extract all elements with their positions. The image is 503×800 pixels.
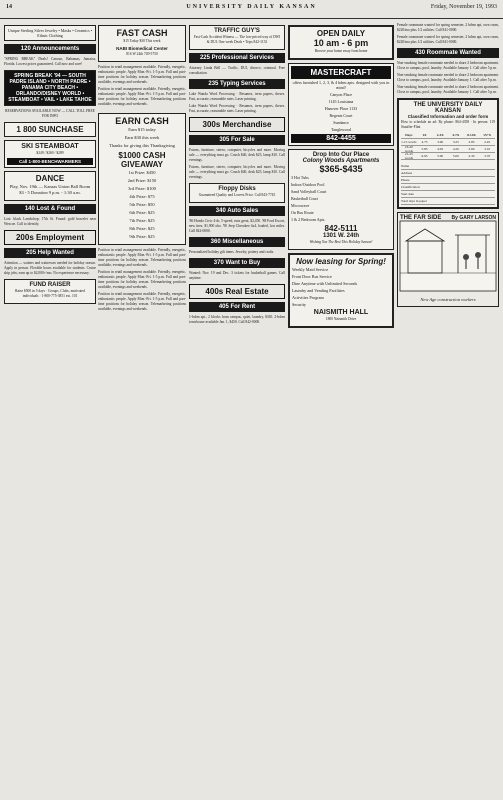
col2-body: Position in retail management available. Friendly, energetic, enthusiastic people. Apply Mon.-Fri. 1-5 p.m. Full and part-time positions for holiday season. Telemarketing positions available, evenings and weekends. [98,65,187,84]
far-side-author: By GARY LARSON [451,215,496,221]
naismith-title: NAISMITH HALL [313,309,369,316]
address-item: Hanover Place 1133 [324,106,358,111]
giveaway-title: $1000 CASH GIVEAWAY [118,151,166,169]
nabi-title: NABI Biomedical Center [116,46,168,51]
rate-col-header: 1X [422,133,427,137]
leasing-feature: Weekly Maid Service [292,267,329,272]
rate-cell: 5.90 [437,154,444,158]
rate-cell: 1-15 words [401,140,417,144]
order-field[interactable] [401,177,495,184]
prize-item: 4th Prize: $75 [129,194,155,199]
rate-cell: 16-20 words [404,145,413,153]
section-want-to-buy: 370 Want to Buy [189,258,285,268]
floppy-title: Floppy Disks [218,186,256,192]
rate-cell: 4.30 [468,154,475,158]
rate-row [401,153,495,160]
colony-title: Colony Woods Apartments [302,158,380,164]
section-lost-found: 140 Lost & Found [4,204,96,214]
mastercraft-phone: 842-4455 [291,134,391,143]
rate-col-header: 2-3X [436,133,444,137]
roommate-text-2: Non-smoking female roommate needed to share 2 bedroom apartment. Close to campus, pool, laundry. Available January 1. Call after 5 p.m. [397,73,500,82]
prize-item: 6th Prize: $25 [129,210,155,215]
rate-cell: 3.70 [484,154,491,158]
section-merchandise: 300s Merchandise [189,117,285,132]
earn-line-2: Earn $30 this week [124,135,160,140]
colony-woods-ad [288,149,394,250]
roommate-text-3: Non-smoking female roommate needed to share 2 bedroom apartment. Close to campus, pool, laundry. Available January 1. Call after 5 p.m. [397,85,500,94]
col5-top-text-2: Female roommate wanted for spring semester, 2 bdrm apt, own room, $220/mo plus 1/2 utilities. Call 841-0000. [397,35,500,44]
rate-col-header: 8-14X [467,133,476,137]
rate-cell: 4.95 [437,147,444,151]
rate-cell: 4.75 [421,140,428,144]
fast-cash-title: FAST CASH [116,28,168,38]
prize-item: 8th Prize: $25 [129,226,155,231]
section-typing: 235 Typing Services [189,79,285,89]
rate-col-header: Days [405,133,413,137]
column-5 [397,22,499,796]
open-daily-ad [288,25,394,60]
leasing-feature: Front Door Bus Service [292,274,332,279]
floppy-detail: Guaranteed Quality and Lowest Price. Call 843-7745 [198,193,276,197]
fast-cash-detail: $15 Today $30 This week [123,39,161,43]
open-title: OPEN DAILY [316,29,366,38]
rate-col-header: 15+X [483,133,492,137]
address-item: Tanglewood [331,127,351,132]
section-auto-sales: 340 Auto Sales [189,206,285,216]
rate-cell: 3.60 [468,147,475,151]
fundraiser-ad [4,279,96,304]
order-field[interactable] [401,170,495,177]
dance-detail: Play, Nov. 19th — Kansas Union Ball Room $3 - 5 Donation 9 p.m. - 1:30 a.m. [9,184,92,195]
address-item: Canyon Place [329,92,353,97]
order-field-label: Classification [401,185,420,189]
section-roommate: 430 Roommate Wanted [397,48,499,58]
section-for-sale: 305 For Sale [189,135,285,145]
form-instructions: How to schedule an ad: By phone: 864-4358 · In person: 119 Stauffer-Flint [401,120,496,129]
leasing-feature: Security [292,302,306,307]
column-1 [4,22,96,796]
page-number: 14 [6,4,12,10]
order-fields [401,163,495,205]
fundraiser-detail: Raise $500 in 5 days · Groups, Clubs, motivated individuals · 1-800-775-3851 ext. 101 [15,289,86,298]
prize-item: 2nd Prize: $150 [127,178,157,183]
order-field[interactable] [401,184,495,191]
prize-item: 1st Prize: $450 [128,170,156,175]
typing-text-2: Lake Wanda Word Processing · Resumes, term papers, theses. Fast, accurate, reasonable rates. Laser printing. [189,104,286,113]
nabi-phone: 816 W 24th 749-5750 [126,52,158,56]
far-side-title: THE FAR SIDE [400,215,442,221]
colony-phone: 842-5111 [324,224,358,233]
far-side-comic [397,212,499,307]
far-side-drawing [400,221,496,291]
feature-item: Basketball Court [291,196,318,201]
dance-ad [4,171,96,201]
want-text: Wanted: Nov. 19 and Dec. 3 tickets for basketball games. Call anytime. [189,271,286,280]
section-for-rent: 405 For Rent [189,302,285,312]
section-announcements: 120 Announcements [4,44,96,54]
for-sale-text-2: Futons, furniture, stereo, computer, bicycles and more. Moving sale — everything must go. Couch $40, desk $25, lamp $10. Call evenings. [189,165,286,179]
issue-date: Friday, November 19, 1993 [430,4,497,10]
order-field-label: Name [401,164,410,168]
naismith-ad [288,253,394,328]
prize-item: 7th Prize: $25 [129,218,155,223]
mastercraft-ad [288,63,394,146]
ski-price: $249 / $269 / $289 [36,151,64,155]
mastercraft-title: MASTERCRAFT [291,66,391,79]
rent-text: 1-bdrm apt., 2 blocks from campus, quiet, laundry, $365. 2-bdrm townhouse available Jan. 1, $450. Call 842-0000. [189,315,286,324]
rate-cell: 5.00 [452,154,459,158]
form-subtitle: Classified Information and order form [407,114,489,119]
rate-cell: 2.45 [484,140,491,144]
leasing-feature: Laundry and Vending Facilities [292,288,345,293]
prize-item: 3rd Prize: $100 [128,186,156,191]
form-title: THE UNIVERSITY DAILY KANSAN [413,102,483,114]
rate-cell: 3.90 [437,140,444,144]
mastercraft-detail: offers furnished 1, 2, 3, & 4 bdrm apts. designed with you in mind! [292,80,391,90]
rate-cell: 3.25 [452,140,459,144]
open-hours: 10 am - 6 pm [313,38,369,48]
order-field[interactable] [401,163,495,170]
dance-title: DANCE [35,174,65,183]
colony-address: 1301 W. 24th [322,233,360,239]
address-item: Sundance [333,120,349,125]
col2-body-3: Position in retail management available. Friendly, energetic, enthusiastic people. Apply Mon.-Fri. 1-5 p.m. Full and part-time positions for holiday season. Telemarketing positions available, evenings and weekends. [98,248,187,267]
section-help-wanted: 205 Help Wanted [4,248,96,258]
rate-cell: 3.10 [484,147,491,151]
col2-body-2: Position in retail management available. Friendly, energetic, enthusiastic people. Apply Mon.-Fri. 1-5 p.m. Full and part-time positions for holiday season. Telemarketing positions available, evenings and weekends. [98,87,187,106]
traffic-ad [189,25,285,50]
drop-in-text: Drop Into Our Place [312,152,370,158]
ski-phone: Call 1-800-BENCHWARMERS [7,158,93,165]
feature-item: 3 Hot Tubs [291,175,309,180]
order-field[interactable] [401,198,495,205]
earn-cash-title: EARN CASH [115,116,169,126]
feature-item: Indoor/Outdoor Pool [291,182,325,187]
jewelry-ad: Unique Sterling Silver Jewelry • Masks • Ceramics • Ethnic Clothing [4,25,96,41]
colony-slogan: Wishing You The Best This Holiday Season! [309,240,373,244]
col2-body-5: Position in retail management available. Friendly, energetic, enthusiastic people. Apply Mon.-Fri. 1-5 p.m. Full and part-time positions for holiday season. Telemarketing positions available, evenings and weekends. [98,292,187,311]
column-2 [98,22,186,796]
column-4 [288,22,394,796]
address-item: 1145 Louisiana [328,99,354,104]
prize-item: 5th Prize: $50 [129,202,155,207]
rate-cell: 5.85 [421,147,428,151]
order-field-label: Phone [401,178,410,182]
address-item: Regents Court [329,113,353,118]
section-real-estate: 400s Real Estate [189,284,285,299]
leasing-feature: Activities Program [292,295,324,300]
feature-item: Sand Volleyball Court [291,189,327,194]
roommate-text: Non-smoking female roommate needed to share 2 bedroom apartment. Close to campus, pool, laundry. Available January 1. Call after 5 p.m. [397,61,500,70]
earn-line-3: Thanks for giving this Thanksgiving [109,143,175,148]
traffic-title: TRAFFIC GUY'S [214,28,260,34]
autos-text: '86 Honda Civic 4-dr, 5-speed, runs great, $2,450. '88 Ford Escort, new tires, $1,900 obo. '90 Jeep Cherokee 4x4, loaded, low miles. Call 842-0000. [189,219,286,233]
page-header [0,0,503,19]
for-sale-text: Futons, furniture, stereo, computer, bicycles and more. Moving sale — everything must go. Couch $40, desk $25, lamp $10. Call evenings. [189,148,286,162]
feature-item: On Bus Route [291,210,314,215]
traffic-detail: Fast-Cash Accident Witness — The low-priced way of DWI & DUI. One week Deals • Trips 842-1133 [193,35,282,44]
col5-top-text: Female roommate wanted for spring semester, 2 bdrm apt, own room, $220/mo plus 1/2 utilities. Call 841-0000. [397,23,500,32]
leasing-text: Now leasing for Spring! [296,257,386,266]
section-professional: 225 Professional Services [189,53,285,63]
typing-text: Lake Wanda Word Processing · Resumes, term papers, theses. Fast, accurate, reasonable rates. Laser printing. [189,92,286,101]
order-field-label: Total days in paper [401,199,427,203]
section-employment: 200s Employment [4,230,96,245]
feature-item: 1 & 2 Bedroom Apts. [291,217,326,222]
feature-item: Microwave [291,203,310,208]
prize-item: 9th Prize: $25 [129,234,155,239]
masthead: UNIVERSITY DAILY KANSAN [186,4,317,10]
prof-text: Attorney Linda Bell — Traffic, DUI, divorce, criminal. Free consultation. [189,66,286,75]
leasing-feature: Dine Anytime with Unlimited Seconds [292,281,358,286]
daytona-ad: SPRING BREAK '94 — SOUTH PADRE ISLAND • NORTH PADRE • PANAMA CITY BEACH • ORLANDO/DISNEY WORLD • STEAMBOAT • VAIL • LAKE TAHOE [4,70,96,106]
floppy-ad [189,183,285,203]
col2-body-4: Position in retail management available. Friendly, energetic, enthusiastic people. Apply Mon.-Fri. 1-5 p.m. Full and part-time positions for holiday season. Telemarketing positions available, evenings and weekends. [98,270,187,289]
steamboat-ad [4,140,96,168]
rate-cell: 4.20 [452,147,459,151]
order-field-label: Address [401,171,413,175]
sunchase-phone: 1 800 SUNCHASE [4,122,96,137]
section-misc: 360 Miscellaneous [189,237,285,247]
lost-text: Lost: black Lambchop; 17th St. Found: gold bracelet near Wescoe. Call to identify. [4,217,97,226]
ski-title: SKI STEAMBOAT [21,143,79,150]
rate-header-row [401,132,495,139]
fundraiser-title: FUND RAISER [29,282,71,288]
order-field[interactable] [401,191,495,198]
rate-cell: 6.95 [421,154,428,158]
far-side-caption: New Age construction workers [420,297,476,302]
rate-cell: 21-25 words [404,152,413,160]
column-3 [189,22,285,796]
prize-list [101,170,183,240]
spring-break-ad: "SPRING BREAK" Deals! Cancun, Bahamas, Jamaica, Florida. Lowest prices guaranteed. Call now and save! [4,57,97,66]
earn-line-1: Earn $15 today [128,127,156,132]
misc-text: Personalized holiday gift items. Jewelry, pottery and crafts. [189,250,275,254]
open-sub: Browse your home away from home [314,49,368,53]
colony-price: $365-$435 [319,164,363,174]
classified-order-form [397,98,499,209]
order-field-label: Start date [401,192,414,196]
earn-cash-ad [98,113,186,245]
help-text: Attention — waiters and waitresses needed for holiday season. Apply in person. Flexible hours available for students. Cruise ship jobs, earn up to $2,000+/mo. No experience necessary. [4,261,97,275]
rate-cell: 2.85 [468,140,475,144]
reservations-text: RESERVATIONS AVAILABLE NOW — CALL TOLL FREE FOR INFO [5,109,96,118]
naismith-address: 1800 Naismith Drive [325,317,357,321]
fast-cash-ad [98,25,186,62]
rate-col-header: 4-7X [452,133,460,137]
